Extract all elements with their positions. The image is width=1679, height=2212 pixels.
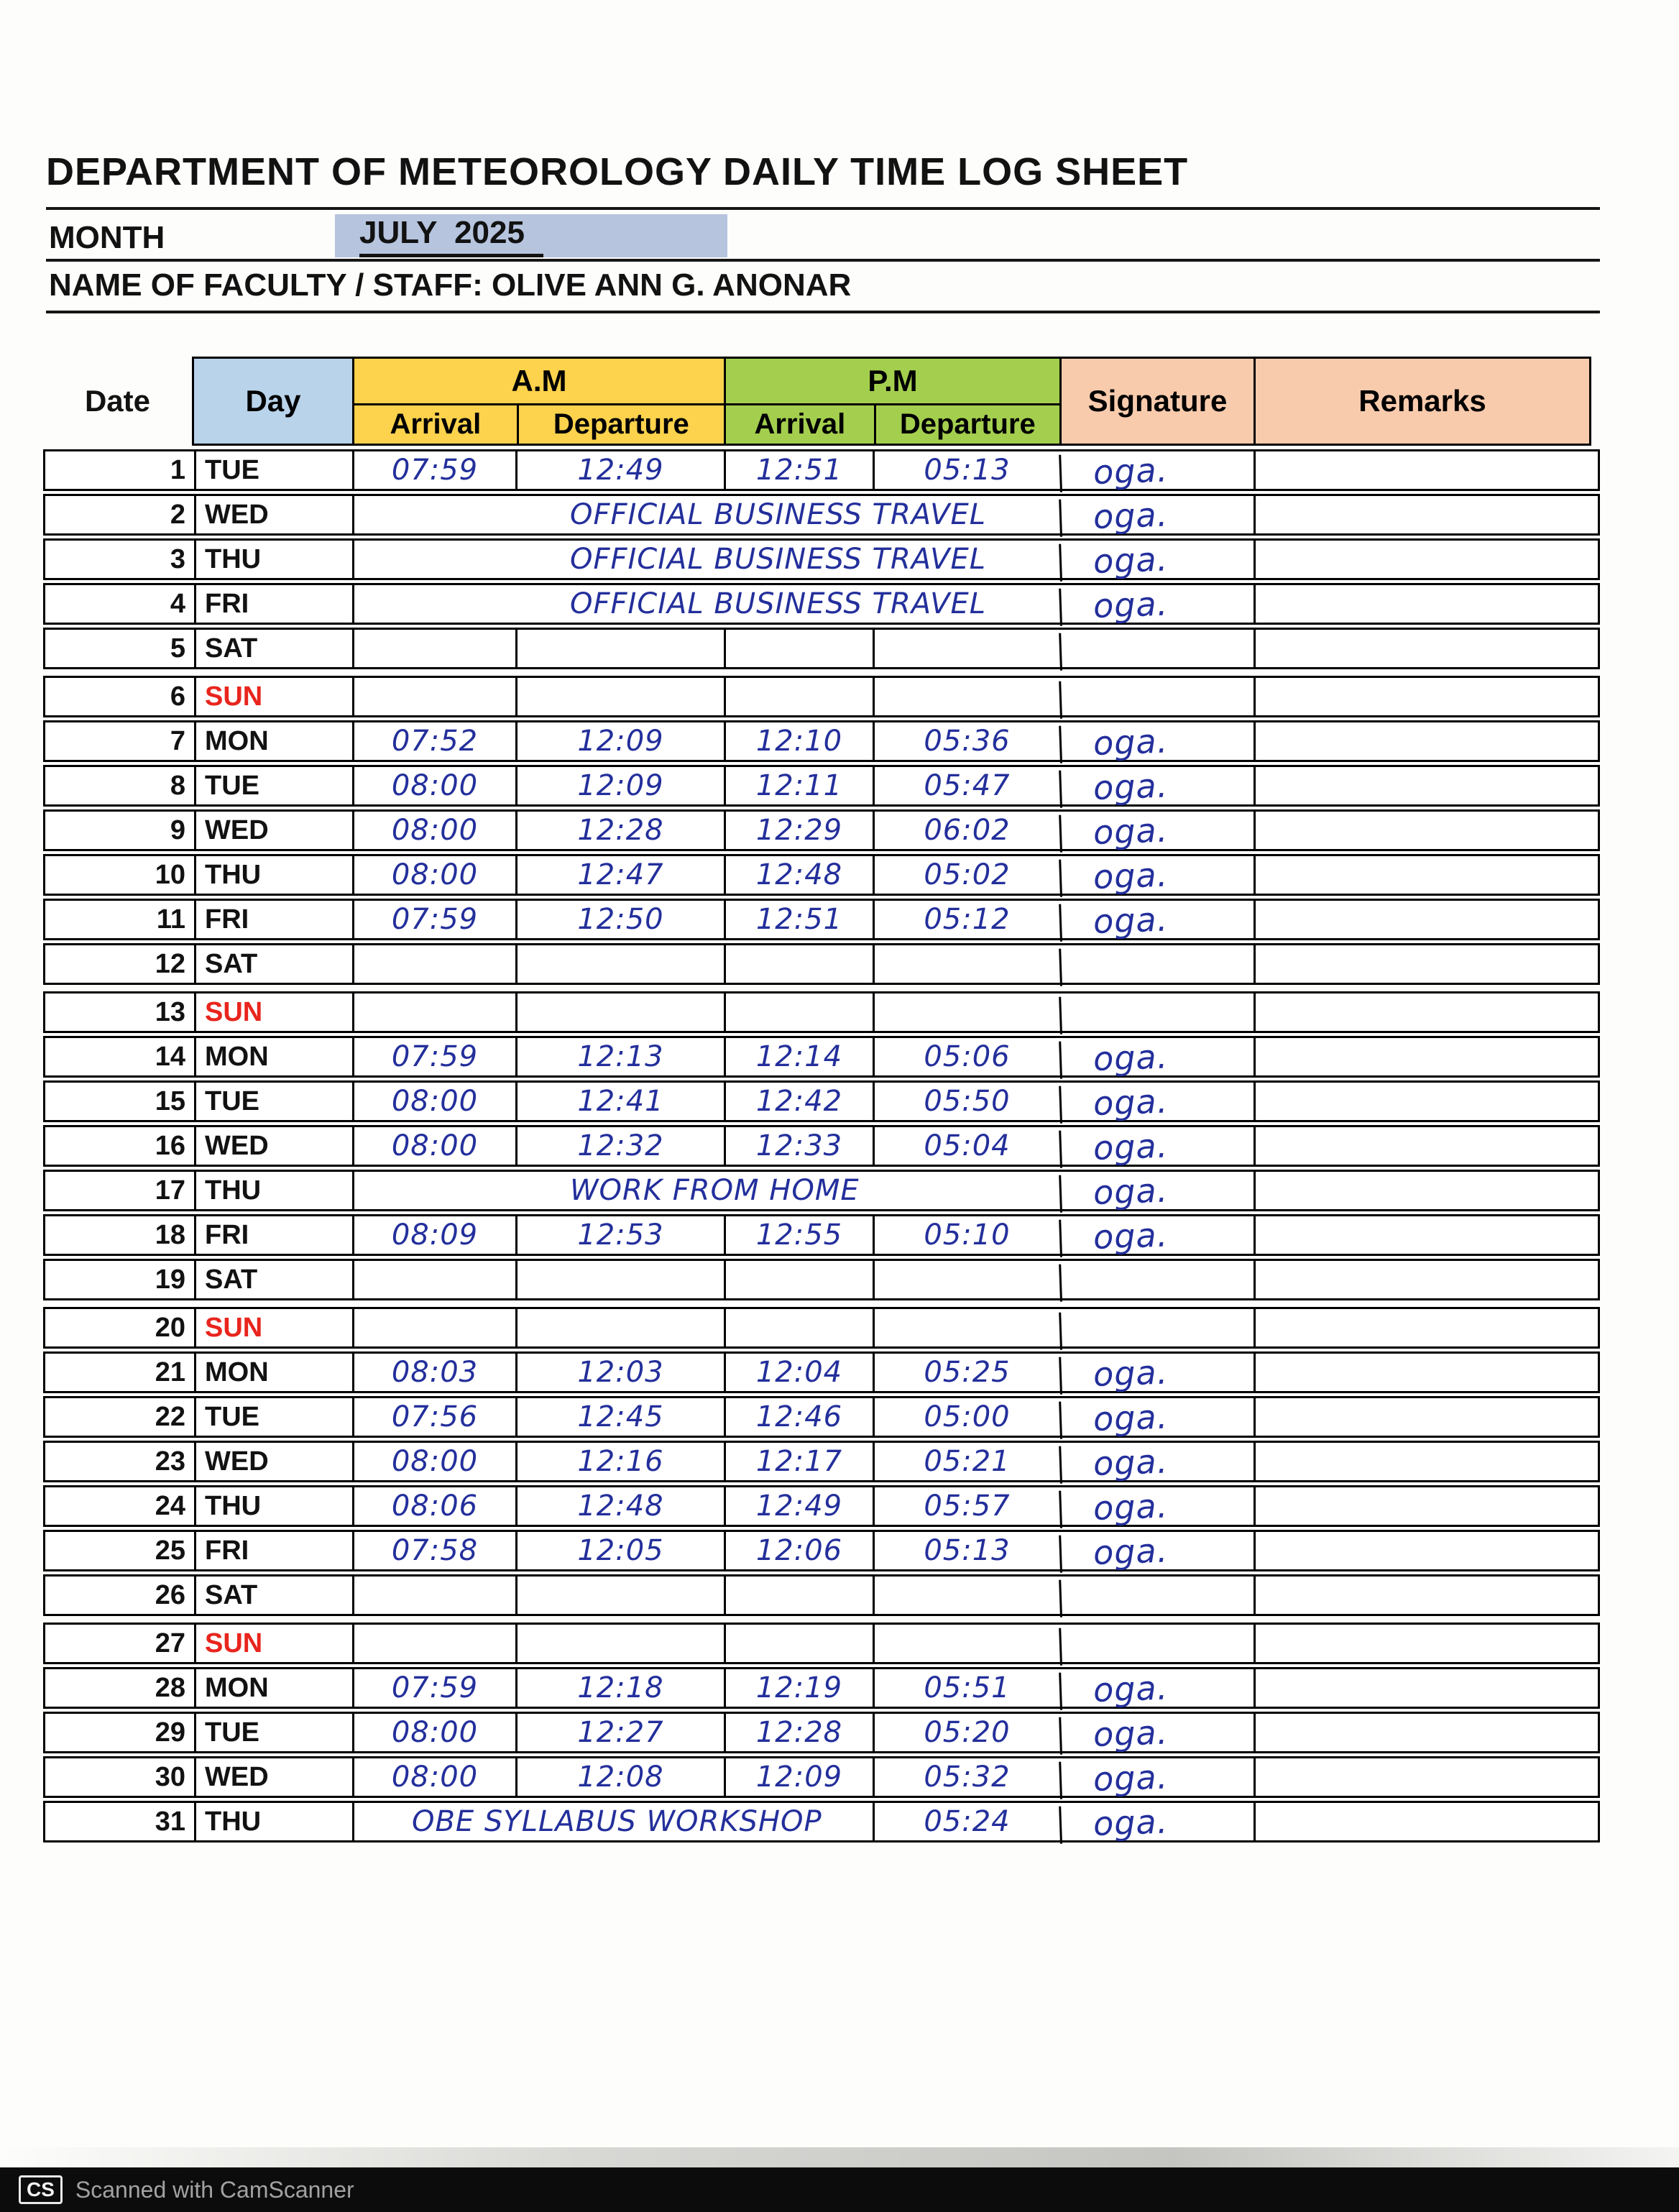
table-row — [43, 583, 1600, 625]
document-title: DEPARTMENT OF METEOROLOGY DAILY TIME LOG SHEET — [46, 150, 1189, 193]
header-am: A.M — [511, 364, 567, 398]
remarks-cell — [1254, 1625, 1598, 1662]
remarks-cell — [1254, 1714, 1598, 1751]
am-departure-cell: 12:53 — [515, 1216, 724, 1254]
table-row — [43, 991, 1600, 1033]
note-cell: OFFICIAL BUSINESS TRAVEL — [352, 496, 1059, 533]
day-cell: THU — [194, 541, 352, 578]
pm-departure-cell: 05:51 — [873, 1669, 1059, 1707]
table-row — [43, 1214, 1600, 1256]
date-cell: 13 — [155, 996, 185, 1027]
am-arrival-cell: 08:00 — [352, 1127, 515, 1165]
remarks-cell — [1254, 630, 1598, 667]
day-cell: WED — [194, 1443, 352, 1480]
month-highlight — [335, 214, 727, 257]
pm-departure-cell: 05:32 — [873, 1758, 1059, 1796]
day-cell: FRI — [194, 1216, 352, 1254]
pm-arrival-cell: 12:19 — [724, 1669, 873, 1707]
time-log-table — [43, 357, 1600, 1845]
date-cell: 2 — [170, 499, 185, 530]
camscanner-footer — [0, 2167, 1679, 2212]
date-cell: 14 — [155, 1041, 185, 1072]
am-arrival-cell: 08:06 — [352, 1487, 515, 1525]
signature-cell — [1059, 674, 1254, 718]
pm-arrival-cell — [724, 678, 873, 715]
table-row — [43, 1623, 1600, 1664]
am-arrival-cell: 08:00 — [352, 1083, 515, 1120]
pm-arrival-cell — [724, 1577, 873, 1614]
month-value: JULY 2025 — [359, 215, 543, 257]
remarks-cell — [1254, 856, 1598, 894]
am-arrival-cell — [352, 1309, 515, 1346]
day-cell: SUN — [194, 678, 352, 715]
pm-arrival-cell — [724, 993, 873, 1031]
pm-arrival-cell — [724, 1309, 873, 1346]
am-arrival-cell: 07:56 — [352, 1398, 515, 1436]
am-departure-cell — [515, 1625, 724, 1662]
signature-cell: oga. — [1059, 1799, 1254, 1843]
am-departure-cell: 12:41 — [515, 1083, 724, 1120]
am-departure-cell — [515, 945, 724, 983]
am-departure-cell: 12:49 — [515, 451, 724, 489]
am-departure-cell — [515, 993, 724, 1031]
remarks-cell — [1254, 1309, 1598, 1346]
date-cell: 15 — [155, 1086, 185, 1116]
day-cell: MON — [194, 722, 352, 760]
signature-cell — [1059, 1621, 1254, 1665]
pm-arrival-cell: 12:04 — [724, 1354, 873, 1391]
pm-arrival-cell: 12:06 — [724, 1532, 873, 1569]
header-date: Date — [84, 384, 151, 418]
am-arrival-cell — [352, 993, 515, 1031]
am-departure-cell — [515, 1577, 724, 1614]
table-row — [43, 1712, 1600, 1753]
am-departure-cell: 12:05 — [515, 1532, 724, 1569]
header-am-arrival: Arrival — [390, 408, 482, 440]
remarks-cell — [1254, 1487, 1598, 1525]
am-arrival-cell: 07:58 — [352, 1532, 515, 1569]
date-cell: 19 — [155, 1264, 185, 1295]
am-departure-cell: 12:09 — [515, 767, 724, 804]
table-row — [43, 538, 1600, 580]
day-cell: SAT — [194, 945, 352, 983]
date-cell: 9 — [170, 814, 185, 845]
signature-cell: oga. — [1059, 897, 1254, 941]
am-arrival-cell — [352, 1625, 515, 1662]
name-value: OLIVE ANN G. ANONAR — [482, 267, 852, 303]
date-cell: 27 — [155, 1628, 185, 1658]
date-cell: 23 — [155, 1446, 185, 1477]
date-cell: 18 — [155, 1219, 185, 1250]
am-arrival-cell: 07:59 — [352, 1669, 515, 1707]
remarks-cell — [1254, 1443, 1598, 1480]
signature-cell: oga. — [1059, 1484, 1254, 1528]
table-row — [43, 628, 1600, 669]
signature-cell — [1059, 626, 1254, 670]
note-cell: OFFICIAL BUSINESS TRAVEL — [352, 585, 1059, 623]
pm-departure-cell — [873, 678, 1059, 715]
pm-departure-cell — [873, 1625, 1059, 1662]
table-row — [43, 1351, 1600, 1393]
table-row — [43, 1530, 1600, 1571]
am-arrival-cell: 07:52 — [352, 722, 515, 760]
date-cell: 7 — [170, 725, 185, 756]
pm-departure-cell: 05:02 — [873, 856, 1059, 894]
header-remarks: Remarks — [1254, 359, 1589, 444]
remarks-cell — [1254, 1083, 1598, 1120]
remarks-cell — [1254, 585, 1598, 623]
table-row — [43, 943, 1600, 985]
am-arrival-cell: 08:00 — [352, 1758, 515, 1796]
header-signature: Signature — [1059, 359, 1254, 444]
date-cell: 24 — [155, 1490, 185, 1521]
day-cell: THU — [194, 1487, 352, 1525]
pm-arrival-cell: 12:10 — [724, 722, 873, 760]
signature-cell: oga. — [1059, 853, 1254, 896]
pm-departure-cell: 05:47 — [873, 767, 1059, 804]
signature-cell — [1059, 942, 1254, 986]
pm-departure-cell: 05:36 — [873, 722, 1059, 760]
am-departure-cell — [515, 1309, 724, 1346]
am-departure-cell — [515, 678, 724, 715]
date-cell: 29 — [155, 1717, 185, 1748]
remarks-cell — [1254, 767, 1598, 804]
pm-arrival-cell: 12:14 — [724, 1038, 873, 1075]
pm-arrival-cell: 12:55 — [724, 1216, 873, 1254]
date-cell: 10 — [155, 859, 185, 890]
date-cell: 16 — [155, 1130, 185, 1161]
pm-departure-cell: 05:13 — [873, 451, 1059, 489]
day-cell: SUN — [194, 993, 352, 1031]
pm-arrival-cell: 12:17 — [724, 1443, 873, 1480]
signature-cell: oga. — [1059, 1666, 1254, 1710]
table-row — [43, 854, 1600, 896]
remarks-cell — [1254, 1758, 1598, 1796]
signature-cell: oga. — [1059, 1124, 1254, 1167]
am-arrival-cell: 08:00 — [352, 767, 515, 804]
pm-departure-cell — [873, 993, 1059, 1031]
month-label: MONTH — [49, 220, 165, 255]
signature-cell: oga. — [1059, 1755, 1254, 1799]
day-cell: TUE — [194, 767, 352, 804]
header-pm: P.M — [868, 364, 918, 398]
remarks-cell — [1254, 678, 1598, 715]
signature-cell: oga. — [1059, 492, 1254, 536]
remarks-cell — [1254, 1354, 1598, 1391]
day-cell: TUE — [194, 1714, 352, 1751]
am-arrival-cell: 07:59 — [352, 451, 515, 489]
signature-cell: oga. — [1059, 1350, 1254, 1394]
table-row — [43, 1441, 1600, 1482]
signature-cell — [1059, 1573, 1254, 1617]
remarks-cell — [1254, 1216, 1598, 1254]
am-arrival-cell — [352, 678, 515, 715]
pm-arrival-cell — [724, 630, 873, 667]
signature-cell: oga. — [1059, 1079, 1254, 1123]
remarks-cell — [1254, 1669, 1598, 1707]
signature-cell — [1059, 990, 1254, 1034]
signature-cell: oga. — [1059, 1168, 1254, 1212]
pm-arrival-cell: 12:51 — [724, 901, 873, 938]
remarks-cell — [1254, 1261, 1598, 1298]
remarks-cell — [1254, 1532, 1598, 1569]
pm-departure-cell: 05:00 — [873, 1398, 1059, 1436]
header-pm-arrival: Arrival — [754, 408, 846, 440]
pm-departure-cell — [873, 1309, 1059, 1346]
remarks-cell — [1254, 722, 1598, 760]
table-row — [43, 1667, 1600, 1709]
day-cell: WED — [194, 812, 352, 849]
camscanner-logo-icon: CS — [19, 2175, 63, 2205]
day-cell: WED — [194, 1758, 352, 1796]
am-arrival-cell: 08:00 — [352, 1714, 515, 1751]
am-arrival-cell: 08:00 — [352, 856, 515, 894]
table-row — [43, 720, 1600, 762]
am-departure-cell: 12:32 — [515, 1127, 724, 1165]
am-departure-cell: 12:45 — [515, 1398, 724, 1436]
date-cell: 11 — [156, 904, 185, 935]
note-cell: OBE SYLLABUS WORKSHOP — [352, 1803, 873, 1840]
table-row — [43, 809, 1600, 851]
am-arrival-cell: 07:59 — [352, 1038, 515, 1075]
date-cell: 31 — [155, 1806, 185, 1837]
camscanner-text: Scanned with CamScanner — [75, 2176, 354, 2203]
date-cell: 8 — [170, 770, 185, 801]
remarks-cell — [1254, 901, 1598, 938]
am-departure-cell: 12:48 — [515, 1487, 724, 1525]
am-departure-cell: 12:27 — [515, 1714, 724, 1751]
pm-departure-cell: 05:04 — [873, 1127, 1059, 1165]
am-arrival-cell: 08:00 — [352, 812, 515, 849]
day-cell: WED — [194, 1127, 352, 1165]
am-departure-cell: 12:18 — [515, 1669, 724, 1707]
table-row — [43, 899, 1600, 940]
pm-departure-cell: 05:24 — [873, 1803, 1059, 1840]
remarks-cell — [1254, 1127, 1598, 1165]
day-cell: FRI — [194, 585, 352, 623]
signature-cell: oga. — [1059, 1710, 1254, 1754]
signature-cell: oga. — [1059, 1034, 1254, 1078]
date-cell: 28 — [155, 1672, 185, 1703]
pm-arrival-cell: 12:33 — [724, 1127, 873, 1165]
table-header — [43, 357, 1600, 446]
scan-shadow — [0, 2147, 1679, 2167]
table-body — [43, 449, 1600, 1842]
divider-name — [46, 311, 1600, 313]
header-pm-departure: Departure — [874, 405, 1059, 444]
signature-cell: oga. — [1059, 1213, 1254, 1257]
am-arrival-cell — [352, 630, 515, 667]
am-departure-cell — [515, 630, 724, 667]
am-arrival-cell: 08:00 — [352, 1443, 515, 1480]
pm-departure-cell — [873, 1577, 1059, 1614]
table-row — [43, 1801, 1600, 1842]
day-cell: TUE — [194, 451, 352, 489]
day-cell: WED — [194, 496, 352, 533]
day-cell: SAT — [194, 630, 352, 667]
signature-cell: oga. — [1059, 763, 1254, 807]
day-cell: SUN — [194, 1309, 352, 1346]
pm-arrival-cell: 12:28 — [724, 1714, 873, 1751]
date-cell: 25 — [155, 1535, 185, 1566]
table-row — [43, 1170, 1600, 1211]
am-departure-cell — [515, 1261, 724, 1298]
day-cell: TUE — [194, 1083, 352, 1120]
faculty-name-line — [49, 267, 851, 303]
date-cell: 12 — [155, 948, 185, 979]
day-cell: MON — [194, 1354, 352, 1391]
pm-departure-cell: 05:13 — [873, 1532, 1059, 1569]
am-arrival-cell: 08:03 — [352, 1354, 515, 1391]
remarks-cell — [1254, 541, 1598, 578]
am-arrival-cell: 08:09 — [352, 1216, 515, 1254]
signature-cell: oga. — [1059, 1528, 1254, 1572]
am-departure-cell: 12:50 — [515, 901, 724, 938]
date-cell: 17 — [155, 1175, 185, 1206]
table-header-box — [192, 357, 1591, 446]
table-row — [43, 1574, 1600, 1616]
date-cell: 6 — [170, 681, 185, 712]
am-arrival-cell — [352, 945, 515, 983]
table-row — [43, 1307, 1600, 1349]
am-departure-cell: 12:28 — [515, 812, 724, 849]
date-cell: 5 — [170, 633, 185, 664]
pm-arrival-cell: 12:29 — [724, 812, 873, 849]
remarks-cell — [1254, 1577, 1598, 1614]
signature-cell — [1059, 1305, 1254, 1349]
signature-cell: oga. — [1059, 1395, 1254, 1438]
pm-arrival-cell — [724, 1261, 873, 1298]
day-cell: THU — [194, 1172, 352, 1209]
table-row — [43, 765, 1600, 807]
am-departure-cell: 12:47 — [515, 856, 724, 894]
pm-departure-cell: 05:12 — [873, 901, 1059, 938]
am-arrival-cell — [352, 1261, 515, 1298]
remarks-cell — [1254, 496, 1598, 533]
date-cell: 26 — [155, 1579, 185, 1610]
table-row — [43, 1080, 1600, 1122]
signature-cell: oga. — [1059, 808, 1254, 852]
pm-departure-cell: 05:20 — [873, 1714, 1059, 1751]
signature-cell — [1059, 1257, 1254, 1301]
pm-departure-cell: 06:02 — [873, 812, 1059, 849]
header-pm-group — [724, 359, 1059, 444]
table-row — [43, 1485, 1600, 1527]
note-cell: OFFICIAL BUSINESS TRAVEL — [352, 541, 1059, 578]
pm-departure-cell: 05:21 — [873, 1443, 1059, 1480]
pm-departure-cell: 05:06 — [873, 1038, 1059, 1075]
pm-arrival-cell: 12:51 — [724, 451, 873, 489]
date-cell: 30 — [155, 1761, 185, 1792]
date-cell: 20 — [155, 1312, 185, 1343]
header-day: Day — [194, 359, 352, 444]
day-cell: SAT — [194, 1261, 352, 1298]
remarks-cell — [1254, 1803, 1598, 1840]
signature-cell: oga. — [1059, 719, 1254, 763]
am-departure-cell: 12:13 — [515, 1038, 724, 1075]
remarks-cell — [1254, 1172, 1598, 1209]
date-cell: 21 — [155, 1357, 185, 1387]
table-row — [43, 676, 1600, 717]
table-row — [43, 1396, 1600, 1438]
pm-arrival-cell: 12:42 — [724, 1083, 873, 1120]
remarks-cell — [1254, 812, 1598, 849]
pm-arrival-cell — [724, 945, 873, 983]
pm-departure-cell — [873, 945, 1059, 983]
day-cell: FRI — [194, 1532, 352, 1569]
pm-departure-cell: 05:10 — [873, 1216, 1059, 1254]
signature-cell: oga. — [1059, 582, 1254, 625]
remarks-cell — [1254, 451, 1598, 489]
day-cell: TUE — [194, 1398, 352, 1436]
note-cell: WORK FROM HOME — [352, 1172, 1059, 1209]
day-cell: SAT — [194, 1577, 352, 1614]
remarks-cell — [1254, 993, 1598, 1031]
day-cell: MON — [194, 1669, 352, 1707]
date-cell: 22 — [155, 1401, 185, 1432]
am-departure-cell: 12:16 — [515, 1443, 724, 1480]
pm-arrival-cell: 12:46 — [724, 1398, 873, 1436]
am-arrival-cell: 07:59 — [352, 901, 515, 938]
name-label: NAME OF FACULTY / STAFF: — [49, 267, 483, 303]
remarks-cell — [1254, 1038, 1598, 1075]
signature-cell: oga. — [1059, 537, 1254, 581]
remarks-cell — [1254, 945, 1598, 983]
pm-arrival-cell: 12:49 — [724, 1487, 873, 1525]
remarks-cell — [1254, 1398, 1598, 1436]
signature-cell: oga. — [1059, 1439, 1254, 1483]
divider-title — [46, 207, 1600, 210]
am-departure-cell: 12:08 — [515, 1758, 724, 1796]
divider-month — [46, 259, 1600, 262]
date-cell: 1 — [170, 454, 185, 485]
pm-departure-cell: 05:25 — [873, 1354, 1059, 1391]
table-row — [43, 1125, 1600, 1167]
header-am-departure: Departure — [517, 405, 724, 444]
am-arrival-cell — [352, 1577, 515, 1614]
day-cell: THU — [194, 856, 352, 894]
header-am-group — [352, 359, 724, 444]
table-row — [43, 1036, 1600, 1078]
am-departure-cell: 12:03 — [515, 1354, 724, 1391]
am-departure-cell: 12:09 — [515, 722, 724, 760]
day-cell: MON — [194, 1038, 352, 1075]
pm-arrival-cell: 12:09 — [724, 1758, 873, 1796]
pm-arrival-cell: 12:48 — [724, 856, 873, 894]
day-cell: THU — [194, 1803, 352, 1840]
table-row — [43, 1259, 1600, 1300]
day-cell: SUN — [194, 1625, 352, 1662]
pm-departure-cell — [873, 1261, 1059, 1298]
table-row — [43, 1756, 1600, 1798]
day-cell: FRI — [194, 901, 352, 938]
pm-arrival-cell — [724, 1625, 873, 1662]
pm-departure-cell — [873, 630, 1059, 667]
table-row — [43, 494, 1600, 536]
table-row — [43, 449, 1600, 491]
pm-arrival-cell: 12:11 — [724, 767, 873, 804]
signature-cell: oga. — [1059, 448, 1254, 492]
date-cell: 3 — [170, 543, 185, 574]
pm-departure-cell: 05:50 — [873, 1083, 1059, 1120]
date-cell: 4 — [170, 588, 185, 619]
pm-departure-cell: 05:57 — [873, 1487, 1059, 1525]
